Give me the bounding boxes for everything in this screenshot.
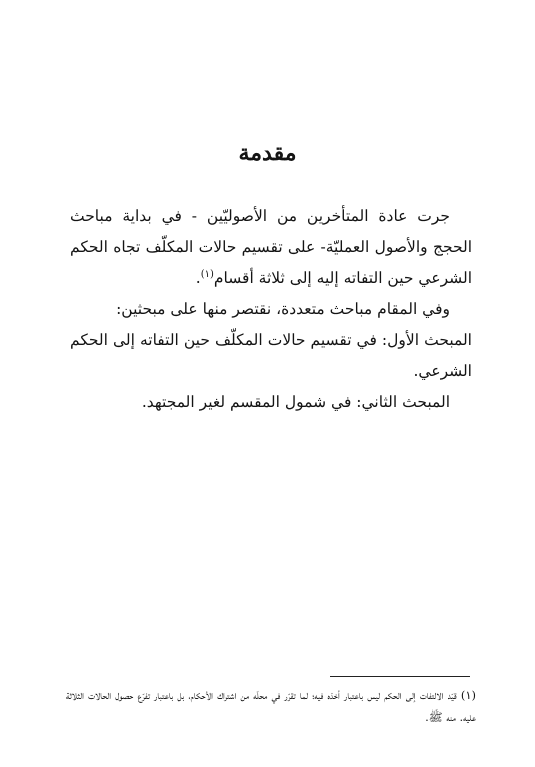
scope-paragraph: وفي المقام مباحث متعددة، نقتصر منها على مبحثين: — [116, 300, 450, 318]
footnote — [66, 684, 476, 728]
intro-end-mark: . — [195, 269, 201, 287]
main-text — [70, 201, 472, 418]
intro-text: جرت عادة المتأخرين من الأصوليّين - في بداية مباحث الحجج والأصول العمليّة- على تقسيم حالات المكلّف تجاه الحكم الشرعي حين التفاته إليه إلى ثلاثة أقسام — [70, 207, 472, 287]
page-title: مقدمة — [238, 140, 297, 166]
footnote-text: (١) قيّد الالتفات إلى الحكم ليس باعتبار أخذه فيه؛ لما تقرّر في محلّه من اشتراك الأحكام، بل باعتبار تفرّع حصول الحالات الثلاثة عليه. منه ﷺ. — [66, 688, 476, 724]
topic-one-paragraph: المبحث الأول: في تقسيم حالات المكلّف حين التفاته إلى الحكم الشرعي. — [70, 331, 472, 380]
footnote-reference[interactable]: (١) — [200, 268, 214, 280]
footnote-divider — [330, 676, 470, 677]
topic-two-paragraph: المبحث الثاني: في شمول المقسم لغير المجتهد. — [141, 393, 450, 411]
intro-paragraph — [70, 201, 472, 294]
